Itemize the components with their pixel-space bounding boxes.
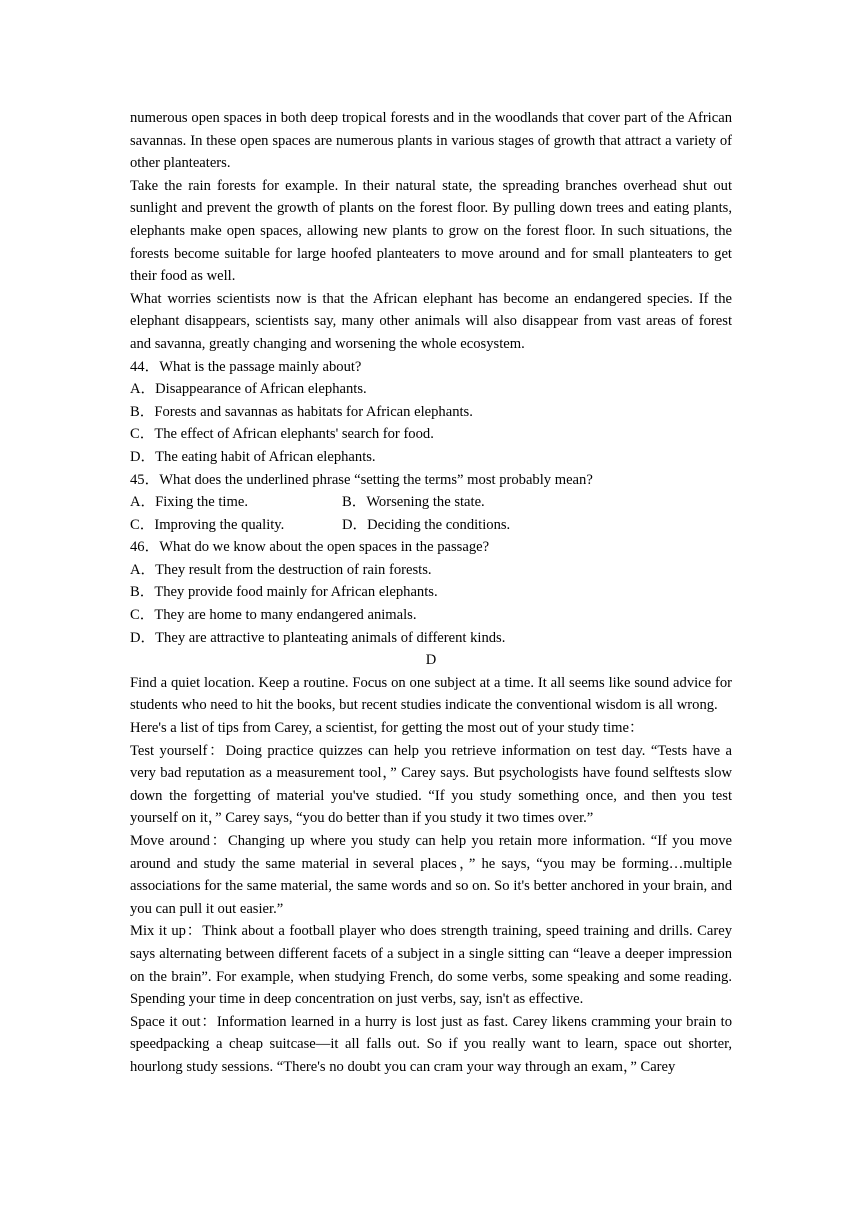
option-c: C．Improving the quality. xyxy=(130,516,285,533)
question-stem: 45．What does the underlined phrase “setting the terms” most probably mean? xyxy=(130,471,593,488)
passage-c-paragraph-2: Take the rain forests for example. In their natural state, the spreading branches overhead shut out sunlight and prevent the growth of plants on the forest floor. By pulling down trees and eating plants, elephants make open spaces, allowing new plants to grow on the forest floor. In such situations, the forests become suitable for large hoofed planteaters to move around and for small planteaters to get their food as well. xyxy=(130,177,732,285)
passage-d-paragraph-5: Mix it up：Think about a football player who does strength training, speed training and drills. Carey says alternating between different facets of a subject in a single sitting can “leave a deeper impression on the brain”. For example, when studying French, do some verbs, some speaking and some reading. Spending your time in deep concentration on just verbs, say, isn't as effective. xyxy=(130,923,732,1008)
passage-c-paragraph-3: What worries scientists now is that the African elephant has become an endangered species. If the elephant disappears, scientists say, many other animals will also disappear from vast areas of forest and savanna, greatly changing and worsening the whole ecosystem. xyxy=(130,290,732,352)
passage-d-paragraph-6: Space it out：Information learned in a hurry is lost just as fast. Carey likens cramming your brain to speedpacking a cheap suitcase—it all falls out. So if you really want to learn, space out shorter, hourlong study sessions. “There's no doubt you can cram your way through an exam，” Carey xyxy=(130,1013,732,1075)
option-d: D．The eating habit of African elephants. xyxy=(130,448,376,465)
option-row xyxy=(130,514,732,537)
option-b: B．Forests and savannas as habitats for African elephants. xyxy=(130,403,473,420)
question-stem: 44．What is the passage mainly about? xyxy=(130,358,362,375)
passage-d-paragraph-2: Here's a list of tips from Carey, a scientist, for getting the most out of your study time： xyxy=(130,720,644,737)
question-stem: 46．What do we know about the open spaces in the passage? xyxy=(130,539,490,556)
passage-d-paragraph-4: Move around：Changing up where you study can help you retain more information. “If you move around and study the same material in several places，” he says, “you may be forming…multiple associations for the same material, the same words and so on. So it's better anchored in your brain, and you can pull it out easier.” xyxy=(130,833,732,917)
option-a: A．Disappearance of African elephants. xyxy=(130,381,367,398)
option-row xyxy=(130,491,732,514)
question-46 xyxy=(130,536,732,649)
question-45 xyxy=(130,469,732,537)
passage-d-heading: D xyxy=(425,652,437,669)
option-c: C．The effect of African elephants' search for food. xyxy=(130,426,434,443)
passage-c-paragraph-1: numerous open spaces in both deep tropical forests and in the woodlands that cover part of the African savannas. In these open spaces are numerous plants in various stages of growth that attract a variety of other planteaters. xyxy=(130,110,732,172)
option-d: D．They are attractive to planteating animals of different kinds. xyxy=(130,629,506,646)
option-a: A．Fixing the time. xyxy=(130,494,248,511)
option-b: B．They provide food mainly for African elephants. xyxy=(130,584,438,601)
option-a: A．They result from the destruction of rain forests. xyxy=(130,561,432,578)
question-44 xyxy=(130,356,732,469)
option-c: C．They are home to many endangered animals. xyxy=(130,607,417,624)
document-page xyxy=(130,107,732,1079)
passage-d-paragraph-3: Test yourself：Doing practice quizzes can help you retrieve information on test day. “Tests have a very bad reputation as a measurement tool，” Carey says. But psychologists have found selftests slow down the forgetting of material you've studied. “If you study something once, and then you test yourself on it，” Carey says, “you do better than if you study it two times over.” xyxy=(130,742,732,827)
passage-d-paragraph-1: Find a quiet location. Keep a routine. Focus on one subject at a time. It all seems like sound advice for students who need to hit the books, but recent studies indicate the conventional wisdom is all wrong. xyxy=(130,674,732,714)
option-d: D．Deciding the conditions. xyxy=(342,516,511,533)
option-b: B．Worsening the state. xyxy=(342,494,485,511)
